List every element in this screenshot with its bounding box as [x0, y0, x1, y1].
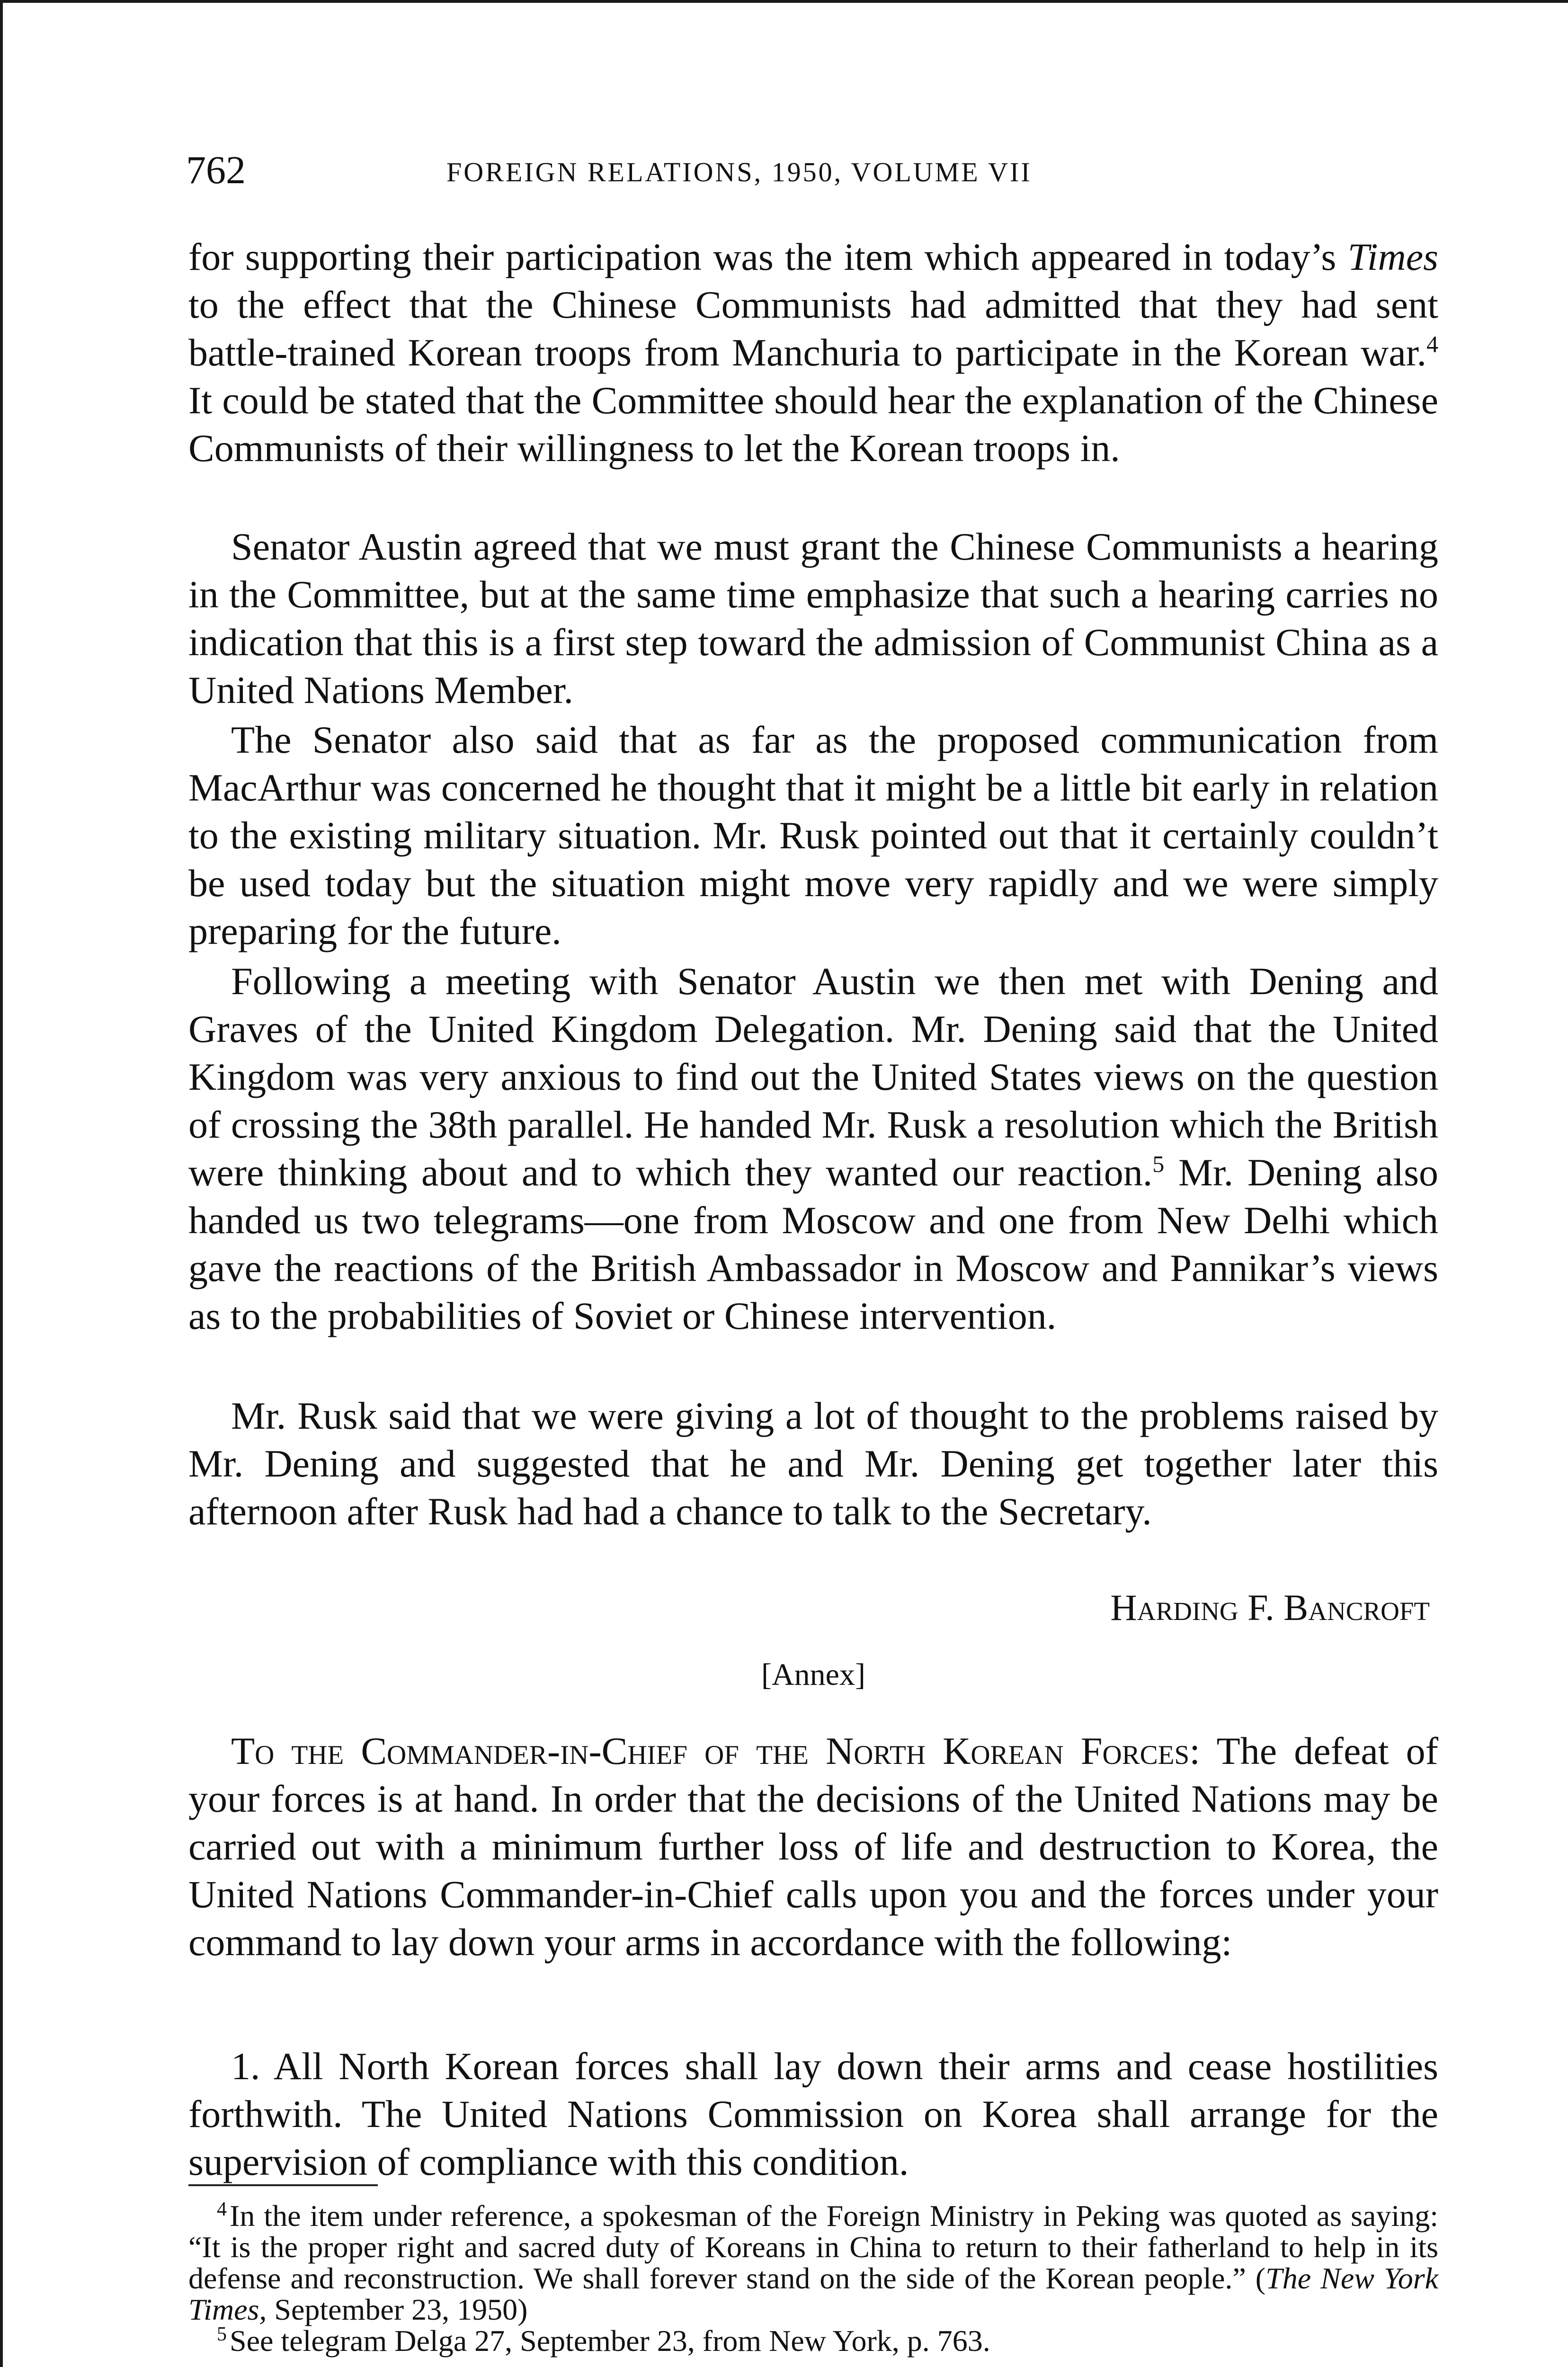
page-header — [186, 147, 1436, 199]
paragraph-text: Following a meeting with Senator Austin we then met with Dening and Graves of the United Kingdom Delegation. Mr. Dening said that the United Kingdom was very anxious to find out the United States views on the question of crossing the 38th parallel. He handed Mr. Rusk a resolution which the British were thinking about and to which they wanted our reaction. — [188, 960, 1438, 1194]
running-head: FOREIGN RELATIONS, 1950, VOLUME VII — [446, 157, 1032, 187]
footnote-text: September 23, 1950) — [267, 2293, 528, 2326]
addressee: To the Commander-in-Chief of the North Korean Forces: — [231, 1729, 1200, 1772]
paragraph-dening — [188, 957, 1438, 1392]
footnote-text: See telegram Delga 27, September 23, from New York, p. 763. — [230, 2324, 990, 2358]
footnote-divider — [188, 2184, 378, 2186]
paragraph-austin: Senator Austin agreed that we must grant the Chinese Communists a hearing in the Committee, but at the same time emphasize that such a hearing carries no indication that this is a first step toward the admission of Communist China as a United Nations Member. — [188, 525, 1438, 712]
page-number: 762 — [186, 148, 246, 192]
scan-border-left — [0, 0, 3, 2367]
annex-address-paragraph — [188, 1727, 1438, 2019]
paragraph-rusk: Mr. Rusk said that we were giving a lot of thought to the problems raised by Mr. Dening and suggested that he and Mr. Dening get together later this afternoon after Rusk had had a chance to talk to the Secretary. — [188, 1394, 1438, 1533]
footnote-marker: 4 — [217, 2198, 227, 2220]
footnotes — [188, 2200, 1438, 2357]
footnote-source: The New York Times, — [188, 2261, 1439, 2326]
paragraph-text: It could be stated that the Committee should hear the explanation of the Chinese Communists of their willingness to let the Korean troops in. — [188, 379, 1438, 470]
paragraph-text: Mr. Dening also handed us two telegrams—one from Moscow and one from New Delhi which gave the reactions of the British Ambassador in Moscow and Pannikar’s views as to the probabilities of Soviet or Chinese intervention. — [188, 1151, 1438, 1337]
paragraph-text: to the effect that the Chinese Communists had admitted that they had sent battle-trained Korean troops from Manchuria to participate in the Korean war. — [188, 283, 1438, 374]
newspaper-title: Times — [1347, 235, 1438, 278]
footnote-5 — [188, 2325, 1438, 2357]
footnote-text: In the item under reference, a spokesman of the Foreign Ministry in Peking was quoted as saying: “It is the proper right and sacred duty of Koreans in China to return to their fatherland to help in its defense and reconstruction. We shall forever stand on the side of the Korean people.” ( — [188, 2199, 1438, 2295]
paragraph-continuation — [188, 233, 1438, 523]
paragraph-macarthur: The Senator also said that as far as the proposed communication from MacArthur was concerned he thought that it might be a little bit early in relation to the existing military situation. Mr. Rusk pointed out that it certainly couldn’t be used today but the situation might move very rapidly and we were simply preparing for the future. — [188, 718, 1438, 952]
annex-condition-1: 1. All North Korean forces shall lay down their arms and cease hostilities forthwith. The United Nations Commission on Korea shall arrange for the supervision of compliance with this condition. — [188, 2045, 1438, 2183]
paragraph-text: The defeat of your forces is at hand. In order that the decisions of the United Nations may be carried out with a minimum further loss of life and destruction to Korea, the United Nations Commander-in-Chief calls upon you and the forces under your command to lay down your arms in accordance with the following: — [188, 1729, 1438, 1964]
signature: Harding F. Bancroft — [1110, 1587, 1430, 1628]
paragraph-text: for supporting their participation was the item which appeared in today’s — [188, 235, 1348, 278]
scan-border-top — [0, 0, 1568, 3]
body-text — [188, 233, 1438, 2198]
footnote-4 — [188, 2200, 1438, 2325]
annex-heading: [Annex] — [761, 1657, 865, 1692]
footnote-reference-4[interactable]: 4 — [1426, 330, 1438, 357]
footnote-marker: 5 — [217, 2323, 227, 2345]
footnote-reference-5[interactable]: 5 — [1152, 1150, 1165, 1177]
